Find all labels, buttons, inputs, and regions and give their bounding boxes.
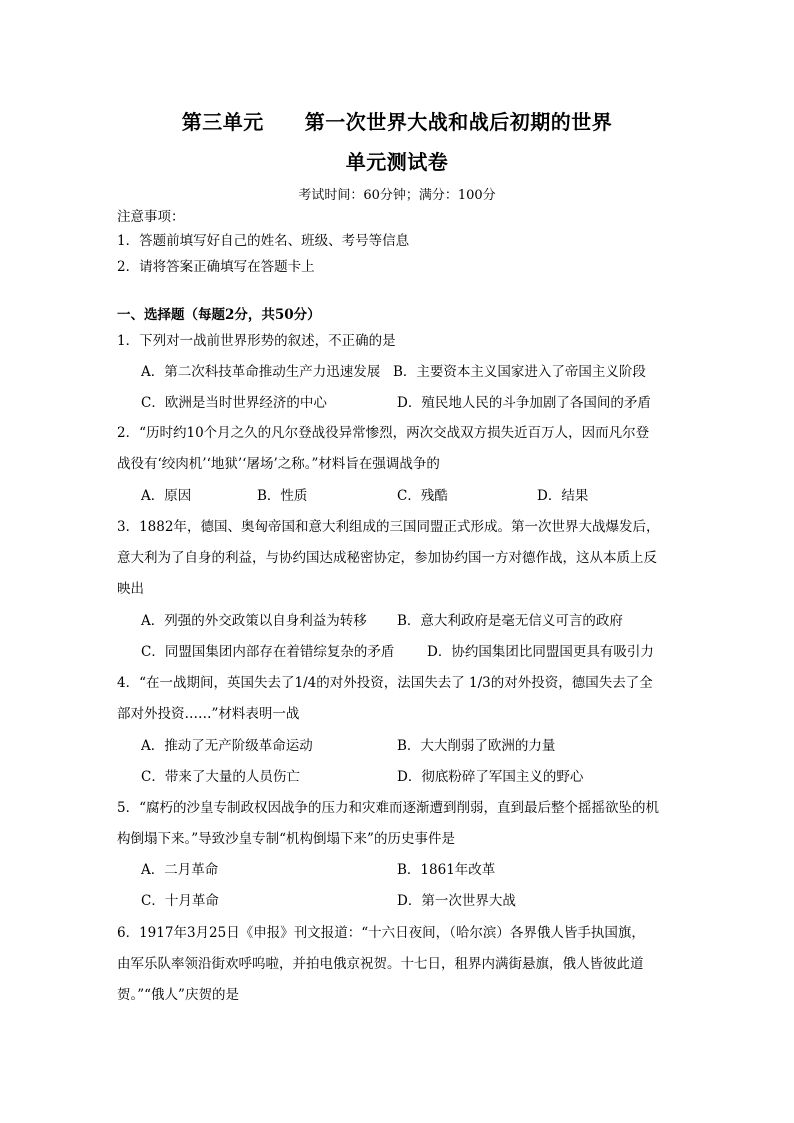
option-b: B．1861年改革 <box>397 862 496 878</box>
question-stem: 5．“腐朽的沙皇专制政权因战争的压力和灾难而逐渐遭到削弱，直到最后整个摇摇欲坠的机 <box>117 800 659 816</box>
exam-info: 考试时间：60分钟；满分：100分 <box>298 188 496 203</box>
question-stem: 映出 <box>117 581 144 597</box>
option-b: B．意大利政府是毫无信义可言的政府 <box>397 613 623 629</box>
option-c: C．同盟国集团内部存在着错综复杂的矛盾 <box>141 644 395 660</box>
question-stem: 由军乐队率领沿街欢呼呜啦，并拍电俄京祝贺。十七日，租界内满街悬旗，俄人皆彼此道 <box>117 956 644 972</box>
section-heading: 一、选择题（每题2分，共50分） <box>117 307 321 323</box>
option-d: D．殖民地人民的斗争加剧了各国间的矛盾 <box>397 395 651 411</box>
option-a: A．推动了无产阶级革命运动 <box>141 738 313 754</box>
question-stem: 战役有‘绞肉机’‘地狱’‘屠场’之称。”材料旨在强调战争的 <box>117 456 440 472</box>
question-stem: 1．下列对一战前世界形势的叙述，不正确的是 <box>117 333 396 349</box>
option-b: B．性质 <box>257 488 308 504</box>
option-d: D．第一次世界大战 <box>397 893 516 909</box>
question-stem: 4．“在一战期间，英国失去了1/4的对外投资，法国失去了 1/3的对外投资，德国失去了全 <box>117 675 653 691</box>
note-item: 2．请将答案正确填写在答题卡上 <box>117 259 315 275</box>
page-subtitle: 单元测试卷 <box>345 150 449 174</box>
question-stem: 贺。”“俄人”庆贺的是 <box>117 987 239 1003</box>
option-a: A．二月革命 <box>141 862 219 878</box>
option-c: C．残酷 <box>397 488 448 504</box>
question-stem: 2．“历时约10个月之久的凡尔登战役异常惨烈，两次交战双方损失近百万人，因而凡尔登 <box>117 425 650 441</box>
option-d: D．彻底粉碎了军国主义的野心 <box>397 769 584 785</box>
option-d: D．结果 <box>537 488 589 504</box>
option-c: C．十月革命 <box>141 893 219 909</box>
question-stem: 部对外投资……”材料表明一战 <box>117 706 300 722</box>
notes-heading: 注意事项： <box>117 209 185 225</box>
option-b: B．大大削弱了欧洲的力量 <box>397 738 556 754</box>
page-title: 第三单元 第一次世界大战和战后初期的世界 <box>181 110 613 134</box>
option-a: A．第二次科技革命推动生产力迅速发展 <box>141 364 381 380</box>
question-stem: 构倒塌下来。”导致沙皇专制“机构倒塌下来”的历史事件是 <box>117 831 455 847</box>
option-a: A．列强的外交政策以自身利益为转移 <box>141 613 367 629</box>
option-a: A．原因 <box>141 488 192 504</box>
question-stem: 3．1882年，德国、奥匈帝国和意大利组成的三国同盟正式形成。第一次世界大战爆发后， <box>117 519 660 535</box>
option-d: D．协约国集团比同盟国更具有吸引力 <box>427 644 654 660</box>
note-item: 1．答题前填写好自己的姓名、班级、考号等信息 <box>117 233 410 249</box>
question-stem: 6．1917年3月25日《申报》刊文报道：“十六日夜间，（哈尔滨）各界俄人皆手执国旗， <box>117 925 645 941</box>
option-b: B．主要资本主义国家进入了帝国主义阶段 <box>393 364 646 380</box>
option-c: C．欧洲是当时世界经济的中心 <box>141 395 327 411</box>
option-c: C．带来了大量的人员伤亡 <box>141 769 300 785</box>
question-stem: 意大利为了自身的利益，与协约国达成秘密协定，参加协约国一方对德作战，这从本质上反 <box>117 550 657 566</box>
